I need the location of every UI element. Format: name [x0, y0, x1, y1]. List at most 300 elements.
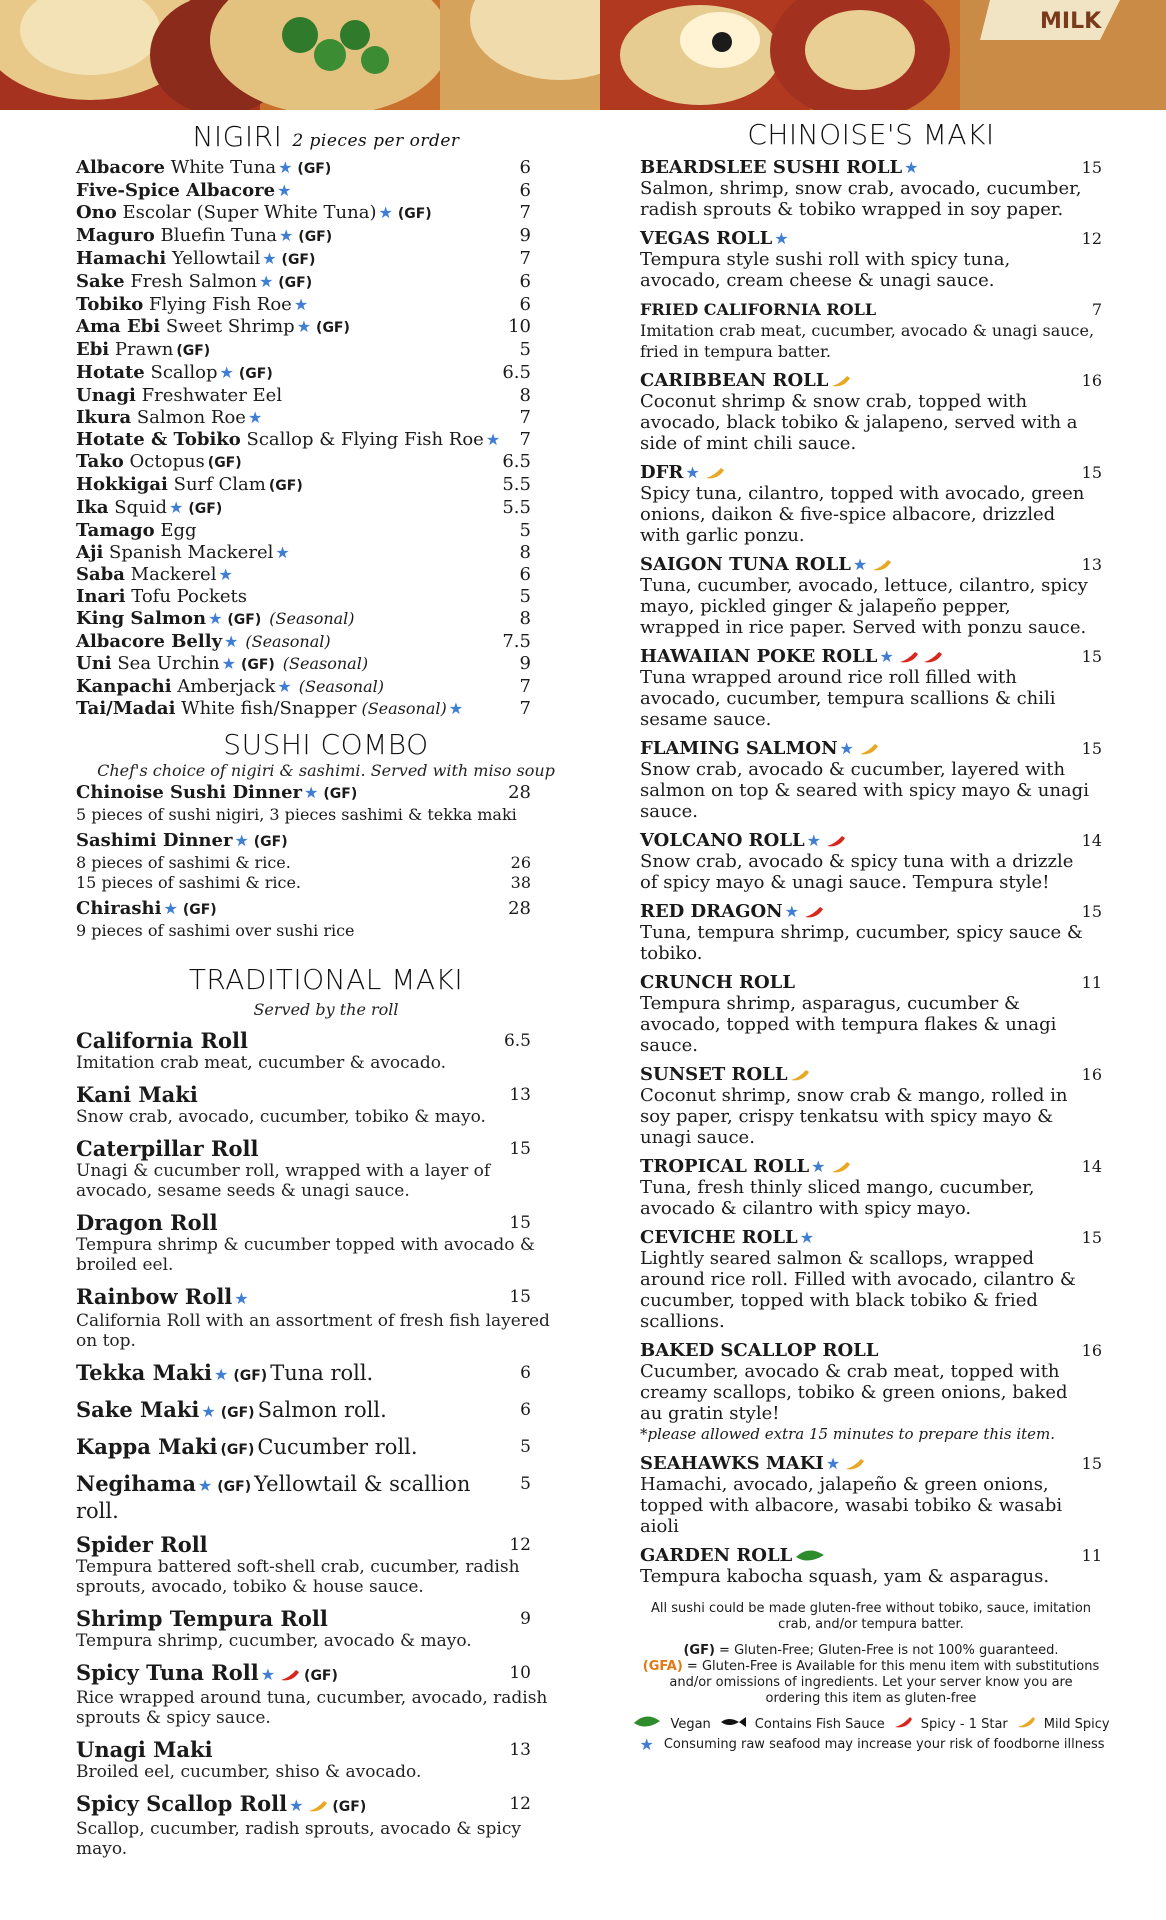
chinoise-item — [640, 1156, 1102, 1219]
nigiri-item — [76, 542, 576, 564]
nigiri-desc: White Tuna — [164, 157, 277, 178]
chinoise-item — [640, 157, 1102, 220]
chinoise-name: VOLCANO ROLL — [640, 830, 805, 851]
nigiri-name: Ikura — [76, 407, 132, 428]
chinoise-name: SEAHAWKS MAKI — [640, 1453, 824, 1474]
nigiri-desc: Sea Urchin — [111, 653, 220, 674]
nigiri-desc: Prawn — [109, 339, 174, 360]
chinoise-header — [640, 1064, 1102, 1085]
combo-line-text: 8 pieces of sashimi & rice. — [76, 853, 291, 872]
nigiri-price: 6 — [519, 294, 531, 315]
chinoise-list — [640, 157, 1102, 1587]
traditional-name-group — [76, 1285, 251, 1311]
nigiri-desc: Mackerel — [124, 564, 217, 585]
chinoise-name-group — [640, 462, 726, 483]
chinoise-item — [640, 1453, 1102, 1537]
nigiri-item — [76, 248, 576, 271]
traditional-name: Shrimp Tempura Roll — [76, 1606, 328, 1631]
chinoise-price: 7 — [1091, 300, 1102, 319]
chinoise-desc: Tuna, tempura shrimp, cucumber, spicy sauce & tobiko. — [640, 922, 1083, 964]
traditional-name: Spicy Tuna Roll — [76, 1660, 259, 1685]
star-icon: ★ — [247, 408, 263, 427]
nigiri-desc: Freshwater Eel — [135, 385, 283, 406]
star-icon: ★ — [277, 181, 292, 200]
star-icon: ★ — [218, 565, 233, 584]
chinoise-item — [640, 1064, 1102, 1148]
chinoise-desc: Snow crab, avocado & cucumber, layered with salmon on top & seared with spicy mayo & unagi sauce. — [640, 759, 1089, 822]
nigiri-desc: Salmon Roe — [131, 407, 246, 428]
mild-pepper-icon — [704, 466, 726, 480]
nigiri-item — [76, 157, 576, 180]
star-icon: ★ — [685, 463, 700, 482]
star-icon: ★ — [219, 363, 234, 382]
traditional-price: 15 — [509, 1213, 531, 1233]
legend-fish: Contains Fish Sauce — [754, 1716, 885, 1732]
raw-warning — [639, 1735, 1105, 1754]
vegan-leaf-icon — [632, 1715, 662, 1733]
traditional-name: Caterpillar Roll — [76, 1136, 259, 1161]
traditional-header — [76, 1533, 576, 1557]
nigiri-item — [76, 564, 576, 586]
nigiri-price: 7 — [519, 202, 531, 223]
gf-badge: (GF) — [332, 1799, 367, 1815]
traditional-price: 9 — [520, 1609, 531, 1629]
chinoise-item — [640, 830, 1102, 893]
star-icon: ★ — [289, 1796, 304, 1815]
nigiri-name-group — [76, 564, 235, 586]
gf-badge: (GF) — [298, 229, 333, 245]
nigiri-desc: Bluefin Tuna — [154, 225, 277, 246]
nigiri-desc: Squid — [108, 497, 168, 518]
chinoise-price: 16 — [1081, 1341, 1102, 1360]
chinoise-name-group — [640, 1340, 878, 1361]
chinoise-price: 15 — [1081, 647, 1102, 666]
star-icon: ★ — [278, 158, 293, 177]
combo-name: Chinoise Sushi Dinner — [76, 782, 303, 803]
nigiri-price: 9 — [519, 653, 531, 674]
nigiri-price: 5 — [519, 586, 531, 607]
chinoise-header — [640, 554, 1102, 575]
chinoise-name-group — [640, 299, 876, 320]
nigiri-price: 6 — [519, 180, 531, 201]
traditional-price: 5 — [520, 1437, 531, 1457]
chinoise-name: RED DRAGON — [640, 901, 783, 922]
nigiri-item — [76, 339, 576, 362]
star-icon: ★ — [293, 295, 309, 314]
combo-name: Sashimi Dinner — [76, 830, 233, 851]
nigiri-name: Ebi — [76, 339, 110, 360]
gf-badge: (GF) — [304, 1668, 338, 1684]
star-icon: ★ — [278, 226, 294, 245]
traditional-extra: Salmon roll. — [257, 1398, 387, 1422]
nigiri-item — [76, 385, 576, 407]
nigiri-price: 5.5 — [502, 474, 531, 495]
mild-pepper-icon — [858, 742, 880, 756]
raw-warning-text: Consuming raw seafood may increase your risk of foodborne illness — [663, 1737, 1105, 1752]
gf-badge: (GF) — [397, 206, 432, 222]
nigiri-name-group — [76, 474, 306, 497]
combo-price: 28 — [508, 898, 531, 919]
mild-pepper-icon — [830, 1160, 852, 1174]
gf-badge: (GF) — [316, 320, 350, 336]
traditional-name-group — [76, 1361, 373, 1388]
combo-header — [76, 898, 576, 921]
star-icon: ★ — [806, 831, 821, 850]
nigiri-price: 8 — [519, 542, 531, 563]
nigiri-name-group — [76, 180, 293, 202]
chinoise-item — [640, 228, 1102, 291]
combo-name-group — [76, 782, 360, 805]
gf-badge: (GF) — [238, 366, 273, 382]
chinoise-desc: Tempura kabocha squash, yam & asparagus. — [640, 1566, 1050, 1587]
nigiri-name: Maguro — [76, 225, 155, 246]
traditional-header — [76, 1607, 576, 1631]
chinoise-desc: Spicy tuna, cilantro, topped with avocado, green onions, daikon & five-spice albacore, drizzled with garlic ponzu. — [640, 483, 1085, 546]
left-column — [76, 120, 576, 1859]
traditional-header — [76, 1435, 576, 1462]
combo-line-price: 38 — [510, 873, 531, 892]
star-icon: ★ — [258, 272, 274, 291]
chinoise-header — [640, 901, 1102, 922]
combo-item — [76, 898, 576, 941]
chinoise-header — [640, 228, 1102, 249]
combo-item — [76, 830, 576, 893]
star-icon: ★ — [904, 158, 919, 177]
hot-pepper-icon — [893, 1715, 913, 1733]
mild-pepper-icon — [1016, 1715, 1036, 1733]
nigiri-item — [76, 497, 576, 520]
traditional-price: 13 — [509, 1740, 531, 1760]
nigiri-name-group — [76, 676, 384, 698]
nigiri-item — [76, 294, 576, 316]
traditional-item — [76, 1211, 576, 1275]
combo-line — [76, 853, 576, 873]
chinoise-header — [640, 1340, 1102, 1361]
traditional-name-group — [76, 1029, 248, 1053]
nigiri-name: Saba — [76, 564, 125, 585]
chinoise-header — [640, 370, 1102, 391]
combo-line-text: 15 pieces of sashimi & rice. — [76, 873, 302, 892]
chinoise-name: TROPICAL ROLL — [640, 1156, 810, 1177]
traditional-header — [76, 1472, 576, 1523]
fish-icon — [719, 1716, 747, 1732]
traditional-extra: Yellowtail & scallion roll. — [76, 1472, 471, 1523]
chinoise-name-group — [640, 1545, 826, 1566]
nigiri-name: Tako — [76, 451, 124, 472]
chinoise-header — [640, 157, 1102, 178]
combo-line — [76, 873, 576, 893]
traditional-item — [76, 1083, 576, 1127]
chinoise-name-group — [640, 738, 880, 759]
chinoise-desc: Tempura style sushi roll with spicy tuna, avocado, cream cheese & unagi sauce. — [640, 249, 1011, 291]
traditional-header — [76, 1661, 576, 1688]
nigiri-name-group — [76, 631, 331, 653]
traditional-item — [76, 1792, 576, 1859]
nigiri-name-group — [76, 202, 435, 225]
chinoise-name-group — [640, 901, 825, 922]
chinoise-name: CARIBBEAN ROLL — [640, 370, 829, 391]
combo-name: Chirashi — [76, 898, 162, 919]
chinoise-item — [640, 1340, 1102, 1445]
chinoise-name: VEGAS ROLL — [640, 228, 773, 249]
traditional-name-group — [76, 1661, 341, 1688]
nigiri-desc: Flying Fish Roe — [143, 294, 292, 315]
nigiri-item — [76, 362, 576, 385]
nigiri-name: Hotate — [76, 362, 145, 383]
nigiri-name: Tamago — [76, 520, 155, 541]
nigiri-price: 10 — [508, 316, 531, 337]
nigiri-price: 5 — [519, 520, 531, 541]
star-icon: ★ — [879, 647, 894, 666]
traditional-price: 12 — [509, 1535, 531, 1555]
traditional-desc: Tempura shrimp & cucumber topped with avocado & broiled eel. — [76, 1235, 536, 1275]
star-icon: ★ — [163, 899, 178, 918]
traditional-item — [76, 1472, 576, 1523]
traditional-name-group — [76, 1792, 369, 1819]
traditional-price: 15 — [509, 1139, 531, 1159]
traditional-name: Sake Maki — [76, 1397, 200, 1422]
star-icon: ★ — [485, 430, 501, 449]
seasonal-note: (Seasonal) — [269, 609, 355, 628]
chinoise-price: 15 — [1081, 1454, 1102, 1473]
traditional-extra: Tuna roll. — [270, 1361, 374, 1385]
mild-pepper-icon — [871, 558, 893, 572]
nigiri-price: 5 — [519, 339, 531, 360]
star-icon: ★ — [169, 498, 184, 517]
nigiri-name-group — [76, 225, 335, 248]
gf-badge: (GF) — [297, 161, 332, 177]
combo-desc: 5 pieces of sushi nigiri, 3 pieces sashimi & tekka maki — [76, 805, 517, 824]
hot-pepper-icon — [922, 650, 944, 664]
chinoise-name-group — [640, 1064, 811, 1085]
legend — [640, 1715, 1110, 1733]
nigiri-price: 6 — [519, 271, 531, 292]
chinoise-desc: Tuna, fresh thinly sliced mango, cucumber, avocado & cilantro with spicy mayo. — [640, 1177, 1035, 1219]
star-icon: ★ — [234, 1289, 249, 1308]
nigiri-desc: Spanish Mackerel — [103, 542, 274, 563]
traditional-name: Tekka Maki — [76, 1360, 212, 1385]
nigiri-name-group — [76, 248, 318, 271]
nigiri-name-group — [76, 294, 310, 316]
traditional-header — [76, 1137, 576, 1161]
nigiri-item — [76, 202, 576, 225]
hot-pepper-icon — [825, 834, 847, 848]
gf-badge: (GF) — [207, 455, 242, 471]
gfa-label: (GFA) — [642, 1659, 683, 1674]
traditional-price: 10 — [509, 1663, 531, 1683]
traditional-header — [76, 1398, 576, 1425]
nigiri-name-group — [76, 451, 245, 474]
traditional-desc: Unagi & cucumber roll, wrapped with a layer of avocado, sesame seeds & unagi sauce. — [76, 1161, 491, 1201]
traditional-item — [76, 1435, 576, 1462]
chinoise-name-group — [640, 1156, 852, 1177]
traditional-desc: Tempura shrimp, cucumber, avocado & mayo. — [76, 1631, 472, 1651]
traditional-price: 15 — [509, 1287, 531, 1307]
chinoise-desc: Lightly seared salmon & scallops, wrapped around rice roll. Filled with avocado, cilantro & cucumber, topped with black tobiko & fried scallions. — [640, 1248, 1076, 1332]
traditional-item — [76, 1285, 576, 1351]
chinoise-price: 15 — [1081, 1228, 1102, 1247]
nigiri-desc: Octopus — [123, 451, 205, 472]
star-icon: ★ — [262, 249, 277, 268]
chinoise-price: 16 — [1081, 371, 1102, 390]
mild-pepper-icon — [830, 374, 852, 388]
nigiri-price: 7 — [519, 676, 531, 697]
chinoise-header — [640, 1545, 1102, 1566]
nigiri-price: 7 — [519, 248, 531, 269]
nigiri-name-group — [76, 339, 213, 362]
chinoise-header — [640, 1453, 1102, 1474]
chinoise-item — [640, 370, 1102, 454]
nigiri-name: Albacore Belly — [76, 631, 223, 652]
chinoise-desc: Coconut shrimp & snow crab, topped with avocado, black tobiko & jalapeno, served with a side of mint chili sauce. — [640, 391, 1078, 454]
nigiri-item — [76, 180, 576, 202]
combo-price — [491, 830, 531, 853]
combo-desc: 9 pieces of sashimi over sushi rice — [76, 921, 355, 940]
right-column — [639, 118, 1110, 1754]
chinoise-item — [640, 972, 1102, 1056]
traditional-price: 12 — [509, 1794, 531, 1814]
star-icon: ★ — [201, 1402, 216, 1421]
gf-label: (GF) — [683, 1643, 715, 1658]
star-icon: ★ — [197, 1476, 213, 1495]
vegan-leaf-icon — [794, 1549, 826, 1563]
nigiri-price: 7 — [519, 698, 531, 719]
nigiri-desc: White fish/Snapper — [175, 698, 357, 719]
nigiri-desc: Scallop & Flying Fish Roe — [240, 429, 484, 450]
traditional-name-group — [76, 1083, 198, 1107]
chinoise-title: CHINOISE'S MAKI — [747, 118, 995, 151]
chinoise-header — [640, 738, 1102, 759]
chinoise-item — [640, 554, 1102, 638]
nigiri-name: Ika — [76, 497, 109, 518]
traditional-list — [76, 1029, 576, 1859]
combo-title: SUSHI COMBO — [223, 728, 429, 761]
nigiri-desc: Surf Clam — [167, 474, 266, 495]
traditional-name: Rainbow Roll — [76, 1284, 233, 1309]
nigiri-item — [76, 631, 576, 653]
nigiri-name: Tai/Madai — [76, 698, 176, 719]
nigiri-name: Five-Spice Albacore — [76, 180, 276, 201]
hot-pepper-icon — [803, 905, 825, 919]
chinoise-desc: Hamachi, avocado, jalapeño & green onions, topped with albacore, wasabi tobiko & wasabi aioli — [640, 1474, 1063, 1537]
nigiri-item — [76, 586, 576, 608]
nigiri-name-group — [76, 542, 292, 564]
traditional-desc: California Roll with an assortment of fresh fish layered on top. — [76, 1311, 550, 1351]
nigiri-item — [76, 676, 576, 698]
traditional-header — [76, 1792, 576, 1819]
gf-badge: (GF) — [176, 343, 211, 359]
chinoise-price: 11 — [1081, 1546, 1102, 1565]
chinoise-price: 15 — [1081, 463, 1102, 482]
traditional-name: Kappa Maki — [76, 1434, 218, 1459]
nigiri-name: King Salmon — [76, 608, 207, 629]
nigiri-item — [76, 429, 576, 451]
nigiri-name: Kanpachi — [76, 676, 172, 697]
star-icon: ★ — [260, 1665, 276, 1684]
nigiri-desc: Fresh Salmon — [124, 271, 257, 292]
star-icon: ★ — [224, 632, 239, 651]
gf-badge: (GF) — [240, 657, 275, 673]
legend-mild: Mild Spicy — [1043, 1716, 1110, 1732]
nigiri-name: Ono — [76, 202, 117, 223]
traditional-name: Unagi Maki — [76, 1737, 213, 1762]
gf-badge: (GF) — [323, 786, 358, 802]
chinoise-desc: Cucumber, avocado & crab meat, topped with creamy scallops, tobiko & green onions, baked au gratin style! — [640, 1361, 1068, 1424]
chinoise-price: 11 — [1081, 973, 1102, 992]
chinoise-item — [640, 901, 1102, 964]
nigiri-item — [76, 653, 576, 676]
nigiri-price: 6.5 — [502, 362, 531, 383]
chinoise-header — [640, 1227, 1102, 1248]
chinoise-price: 15 — [1081, 902, 1102, 921]
chinoise-price: 15 — [1081, 158, 1102, 177]
traditional-item — [76, 1607, 576, 1651]
traditional-name-group — [76, 1472, 493, 1523]
nigiri-name: Ama Ebi — [76, 316, 161, 337]
nigiri-desc: Scallop — [144, 362, 218, 383]
traditional-name: Kani Maki — [76, 1082, 198, 1107]
seasonal-note: (Seasonal) — [282, 654, 369, 673]
star-icon: ★ — [304, 783, 319, 802]
nigiri-name: Hamachi — [76, 248, 167, 269]
chinoise-desc: Tuna wrapped around rice roll filled with avocado, cucumber, tempura scallions & chili sesame sauce. — [640, 667, 1056, 730]
combo-price: 28 — [508, 782, 531, 803]
chinoise-name-group — [640, 370, 852, 391]
chinoise-item — [640, 738, 1102, 822]
traditional-name: Negihama — [76, 1471, 196, 1496]
nigiri-item — [76, 271, 576, 294]
traditional-name: Dragon Roll — [76, 1210, 218, 1235]
chinoise-header — [640, 646, 1102, 667]
nigiri-price: 6 — [519, 157, 531, 178]
traditional-note: Served by the roll — [253, 1000, 399, 1019]
chinoise-desc: Salmon, shrimp, snow crab, avocado, cucumber, radish sprouts & tobiko wrapped in soy paper. — [640, 178, 1082, 220]
combo-header — [76, 782, 576, 805]
traditional-name-group — [76, 1211, 218, 1235]
traditional-name: Spicy Scallop Roll — [76, 1791, 288, 1816]
combo-name-group — [76, 830, 291, 853]
nigiri-price: 7 — [519, 407, 531, 428]
chinoise-item — [640, 1227, 1102, 1332]
traditional-desc: Scallop, cucumber, radish sprouts, avocado & spicy mayo. — [76, 1819, 521, 1859]
traditional-extra: Cucumber roll. — [257, 1435, 418, 1459]
traditional-price: 6 — [520, 1363, 531, 1383]
gf-def-text: = Gluten-Free; Gluten-Free is not 100% guaranteed. — [719, 1643, 1059, 1658]
nigiri-name-group — [76, 271, 315, 294]
chinoise-name: SAIGON TUNA ROLL — [640, 554, 851, 575]
seasonal-note: (Seasonal) — [245, 632, 331, 651]
nigiri-item — [76, 520, 576, 542]
nigiri-name-group — [76, 608, 355, 631]
chinoise-name: DFR — [640, 462, 684, 483]
chinoise-desc: Imitation crab meat, cucumber, avocado & unagi sauce, fried in tempura batter. — [640, 321, 1095, 361]
legend-vegan: Vegan — [670, 1716, 711, 1732]
star-icon: ★ — [639, 1735, 654, 1754]
chinoise-desc: Snow crab, avocado & spicy tuna with a drizzle of spicy mayo & unagi sauce. Tempura style! — [640, 851, 1074, 893]
traditional-item — [76, 1738, 576, 1782]
nigiri-name-group — [76, 698, 465, 720]
nigiri-desc: Tofu Pockets — [125, 586, 247, 607]
star-icon: ★ — [825, 1454, 841, 1473]
star-icon: ★ — [799, 1228, 815, 1247]
nigiri-item — [76, 407, 576, 429]
traditional-item — [76, 1029, 576, 1073]
traditional-header — [76, 1285, 576, 1311]
mild-pepper-icon — [789, 1068, 811, 1082]
traditional-name-group — [76, 1435, 418, 1462]
nigiri-item — [76, 608, 576, 631]
traditional-desc: Snow crab, avocado, cucumber, tobiko & mayo. — [76, 1107, 486, 1127]
